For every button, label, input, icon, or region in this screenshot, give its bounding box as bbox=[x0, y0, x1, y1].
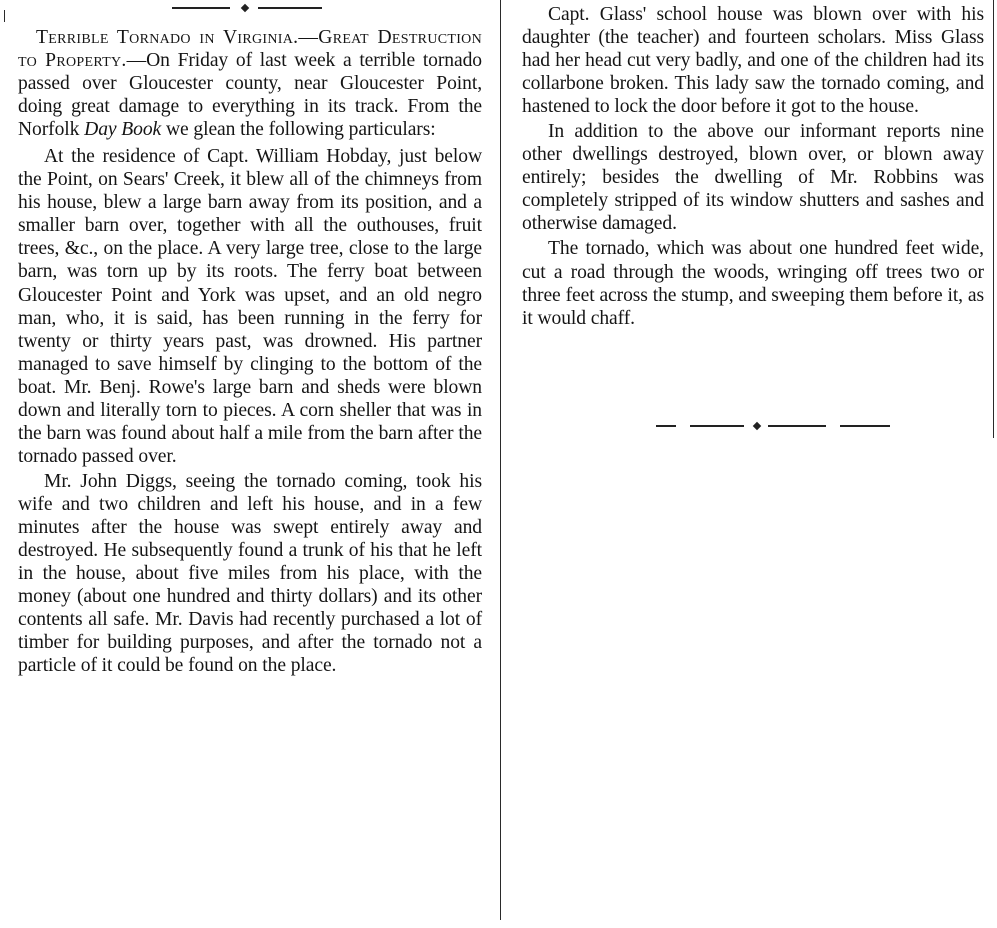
newspaper-name: Day Book bbox=[84, 119, 162, 141]
dwellings-paragraph: In addition to the above our informant reports nine other dwellings destroyed, blown over, or blown away entirely; besides the dwelling of Mr. Robbins was completely stripped of its window shutters and sashes and otherwise damaged. bbox=[522, 121, 984, 235]
top-ornament-divider bbox=[172, 4, 322, 12]
left-column-rule bbox=[4, 10, 5, 22]
right-edge-rule bbox=[993, 0, 994, 438]
column-divider bbox=[500, 0, 501, 920]
right-column bbox=[522, 3, 984, 330]
intro-text-end: we glean the following particulars: bbox=[161, 119, 436, 141]
hobday-paragraph: At the residence of Capt. William Hobday, just below the Point, on Sears' Creek, it blew all of the chimneys from his house, blew a large barn away from its position, and a smaller barn over, together with all the outhouses, fruit trees, &c., on the place. A very large tree, close to the large barn, was torn up by its roots. The ferry boat between Gloucester Point and York was upset, and an old negro man, who, it is said, has been running in the ferry for twenty or thirty years past, was drowned. His partner managed to save himself by clinging to the bottom of the boat. Mr. Benj. Rowe's large barn and sheds were blown down and literally torn to pieces. A corn sheller that was in the barn was found about half a mile from the barn after the tornado passed over. bbox=[18, 146, 482, 467]
left-column bbox=[18, 26, 482, 677]
intro-paragraph bbox=[18, 26, 482, 141]
diggs-paragraph: Mr. John Diggs, seeing the tornado coming, took his wife and two children and left his house, and in a few minutes after the house was swept entirely away and destroyed. He subsequently found a trunk of his that he left in the house, about five miles from his place, with the money (about one hundred and thirty dollars) and its other contents all safe. Mr. Davis had recently purchased a lot of timber for building purposes, and after the tornado not a particle of it could be found on the place. bbox=[18, 470, 482, 677]
glass-school-paragraph: Capt. Glass' school house was blown over with his daughter (the teacher) and fourteen scholars. Miss Glass had her head cut very badly, and one of the children had its collarbone broken. This lady saw the tornado coming, and hastened to lock the door before it got to the house. bbox=[522, 4, 984, 118]
tornado-width-paragraph: The tornado, which was about one hundred feet wide, cut a road through the woods, wringing off trees two or three feet across the stump, and sweeping them before it, as it would chaff. bbox=[522, 238, 984, 329]
article-headline: Terrible Tornado in Virginia.—Great Destruction to Property. bbox=[18, 27, 482, 72]
intro-text: —On Friday of last week a terrible tornado passed over Gloucester county, near Gloucester Point, doing great damage to everything in its track. From the Norfolk bbox=[18, 50, 482, 141]
end-ornament-divider bbox=[656, 422, 890, 430]
